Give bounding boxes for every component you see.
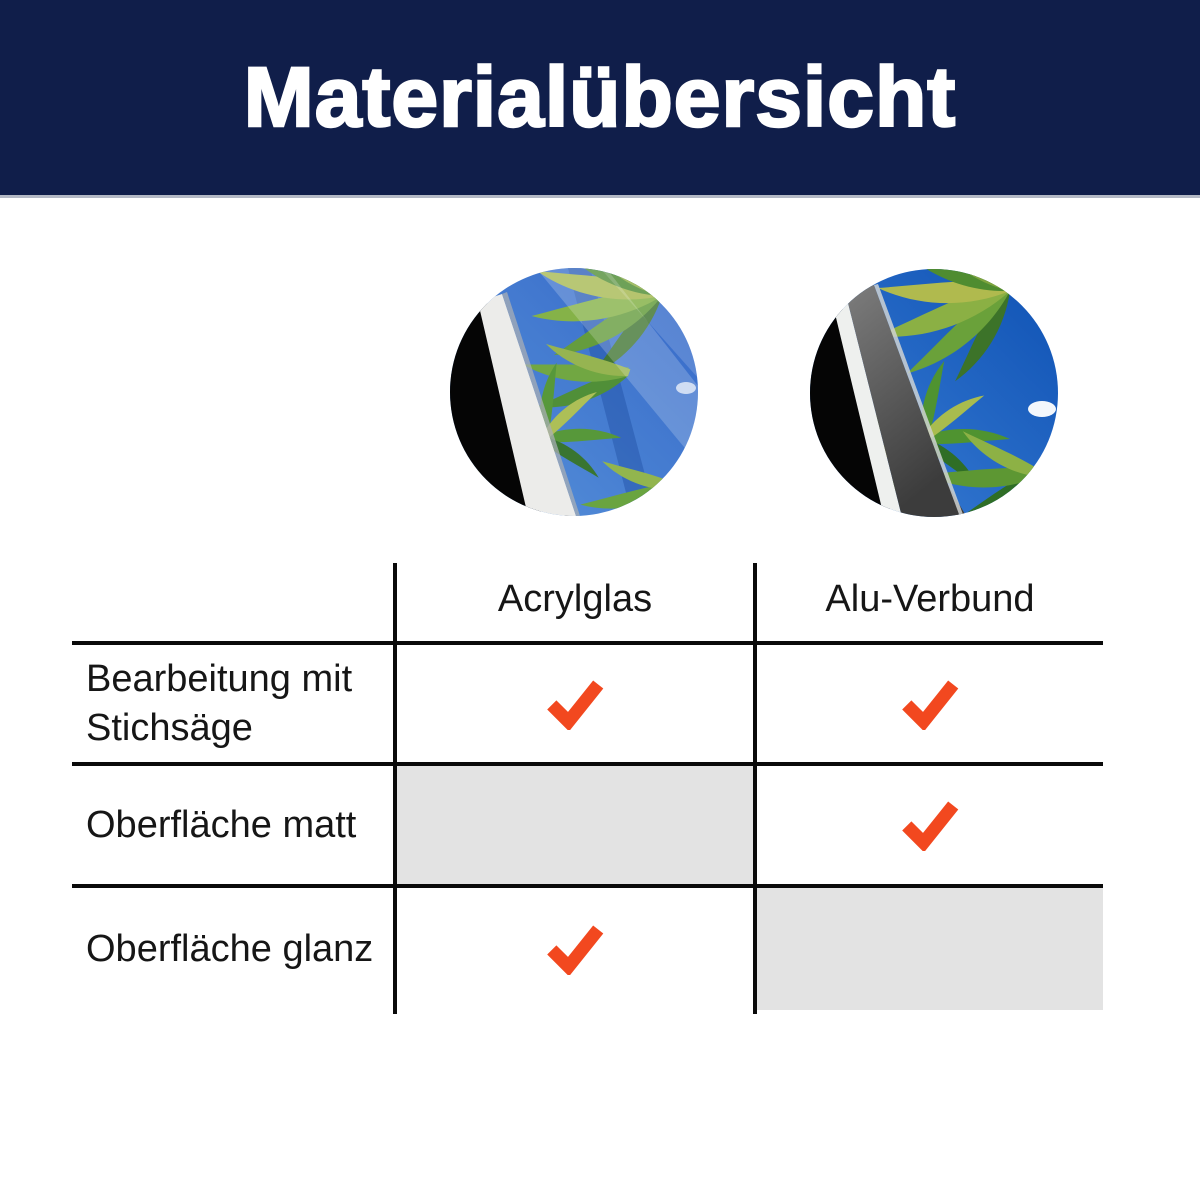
page-title: Materialübersicht <box>243 50 957 144</box>
column-header-acrylglas: Acrylglas <box>497 577 653 620</box>
row-label-oberflaeche-glanz: Oberfläche glanz <box>86 927 374 970</box>
check-icon <box>545 923 605 975</box>
alu-verbund-sample-photo <box>810 269 1058 517</box>
acrylglas-sample-photo <box>450 268 698 516</box>
table-cell-matt-acrylglas <box>397 766 753 884</box>
table-cell-stichsaege-acrylglas <box>397 645 753 762</box>
check-icon <box>900 799 960 851</box>
row-label-oberflaeche-matt: Oberfläche matt <box>86 803 357 846</box>
table-cell-matt-alu-verbund <box>757 766 1103 884</box>
check-icon <box>545 678 605 730</box>
table-cell-stichsaege-alu-verbund <box>757 645 1103 762</box>
row-label-bearbeitung-mit-stichsaege: Bearbeitung mit Stichsäge <box>86 658 353 749</box>
column-header-alu-verbund: Alu-Verbund <box>825 577 1035 620</box>
header-band <box>0 0 1200 198</box>
table-cell-glanz-acrylglas <box>397 888 753 1010</box>
check-icon <box>900 678 960 730</box>
table-cell-glanz-alu-verbund <box>757 888 1103 1010</box>
